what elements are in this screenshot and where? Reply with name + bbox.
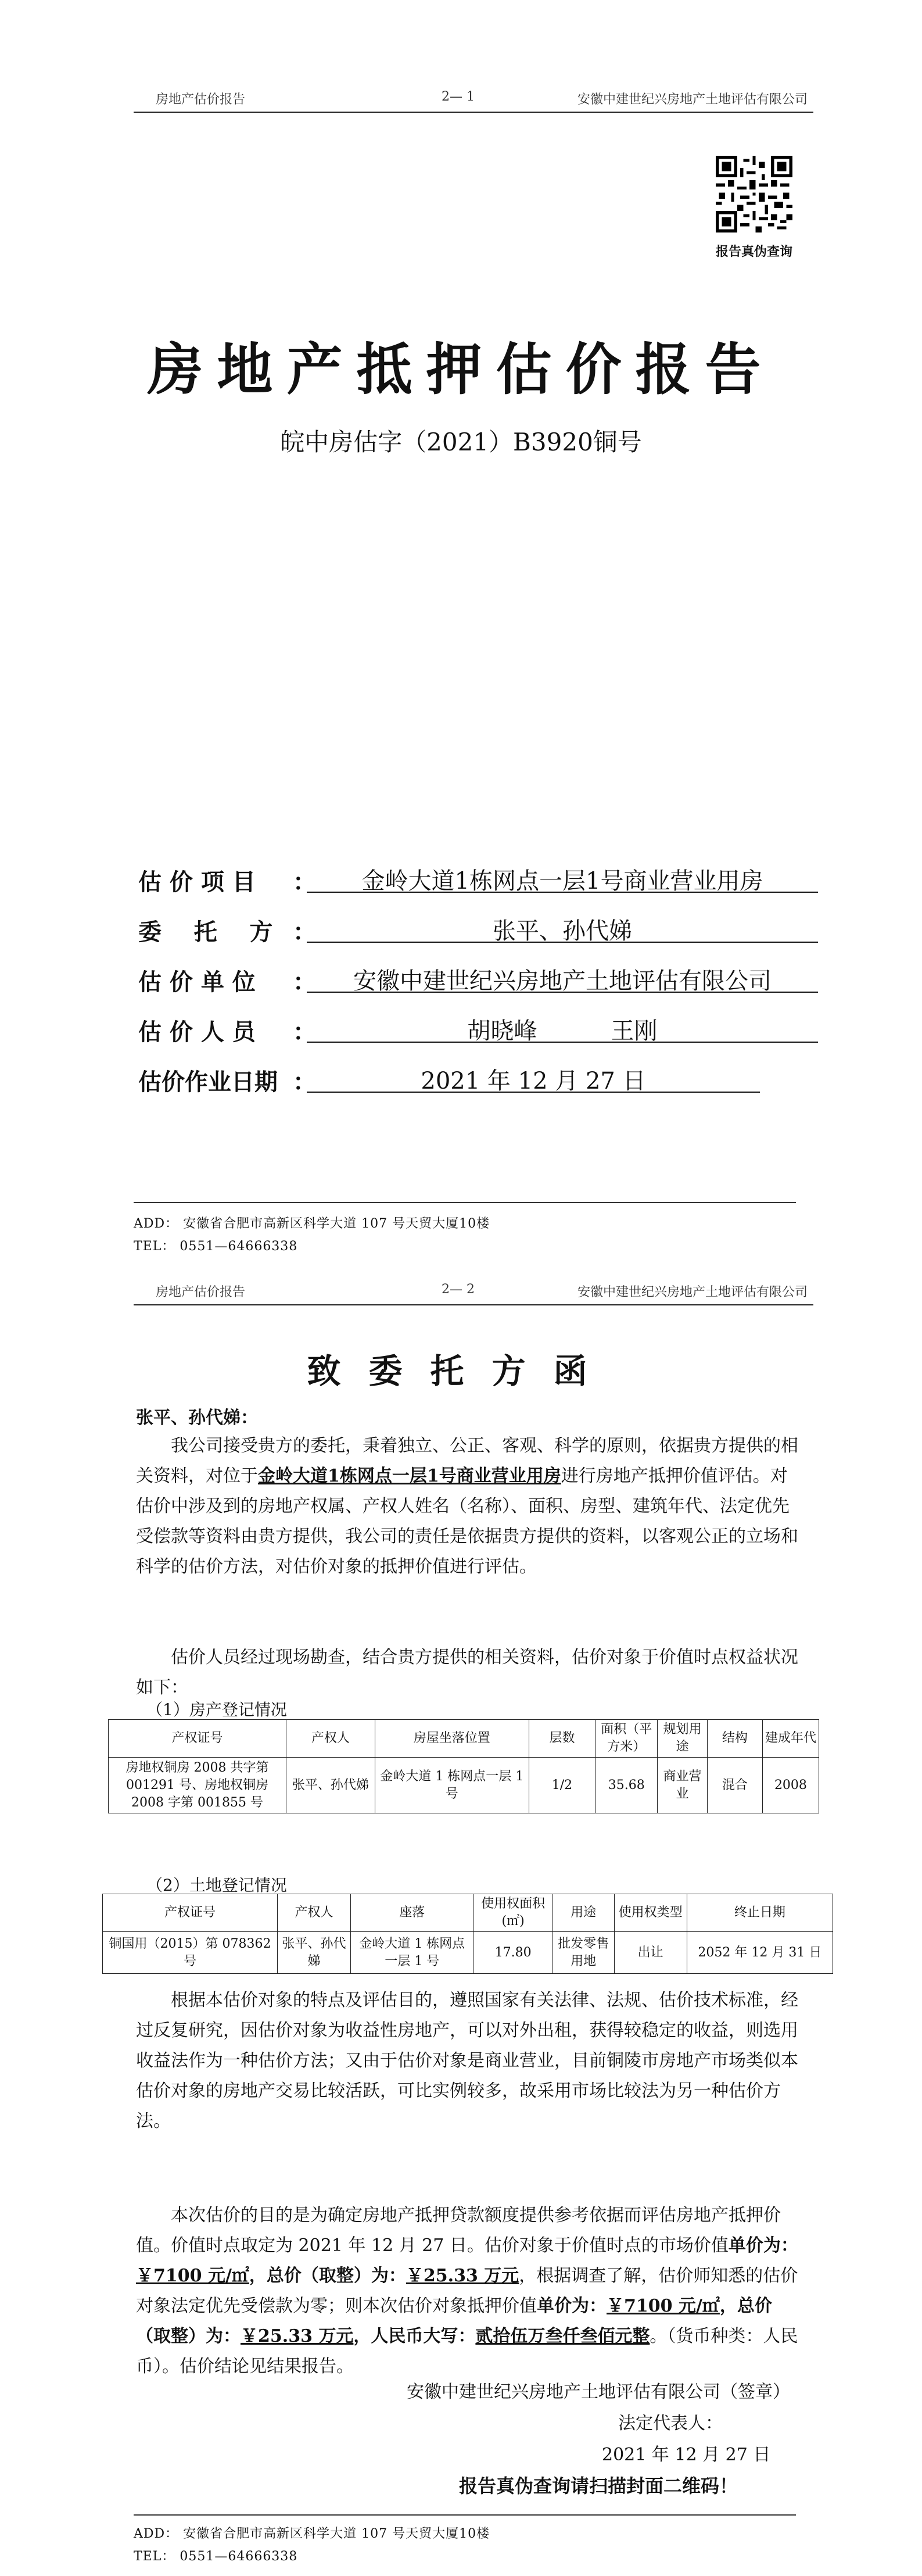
letter-addressee: 张平、孙代娣： (136, 1408, 258, 1428)
header-page-number: 2— 2 (442, 1282, 475, 1297)
verification-note: 报告真伪查询请扫描封面二维码！ (459, 2475, 738, 2497)
footer-tel: TEL： 0551—64666338 (134, 1239, 298, 1254)
info-value: 胡晓峰 王刚 (307, 1012, 818, 1043)
table-header-row: 产权证号 产权人 座落 使用权面积(㎡) 用途 使用权类型 终止日期 (103, 1894, 833, 1932)
paragraph-4: 本次估价的目的是为确定房地产抵押贷款额度提供参考依据而评估房地产抵押价值。价值时点取定为 2021 年 12 月 27 日。估价对象于价值时点的市场价值单价为：￥7100 元/㎡，总价（取整）为：￥25.33 万元，根据调查了解，估价师知悉的估价对象法定优先受偿款为零；则本次估价对象抵押价值单价为：￥7100 元/㎡，总价（取整）为：￥25.33 万元，人民币大写：贰拾伍万叁仟叁佰元整。（货币种类：人民币）。估价结论见结果报告。 (136, 2205, 798, 2377)
letter-page (0, 1279, 922, 2576)
report-number: 皖中房估字（2021）B3920铜号 (280, 428, 642, 456)
property-address: 金岭大道1栋网点一层1号商业营业用房 (258, 1466, 561, 1486)
info-row-appraisers: 估 价 人 员 ： 胡晓峰 王刚 (138, 1010, 835, 1060)
info-label: 估价作业日期 (138, 1068, 278, 1096)
info-row-appraiser-company: 估 价 单 位 ： 安徽中建世纪兴房地产土地评估有限公司 (138, 960, 835, 1010)
paragraph-3: 根据本估价对象的特点及评估目的，遵照国家有关法律、法规、估价技术标准，经过反复研究，因估价对象为收益性房地产，可以对外出租，获得较稳定的收益，则选用收益法作为一种估价方法；又由于估价对象是商业营业，目前铜陵市房地产市场类似本估价对象的房地产交易比较活跃，可比实例较多，故采用市场比较法为另一种估价方法。 (136, 1990, 798, 2131)
info-value: 安徽中建世纪兴房地产土地评估有限公司 (307, 963, 818, 993)
info-row-date: 估价作业日期 ： 2021 年 12 月 27 日 (138, 1060, 835, 1110)
cover-info-block (138, 860, 835, 1110)
mortgage-unit-price: ￥7100 元/㎡ (607, 2296, 720, 2316)
footer-address: ADD： 安徽省合肥市高新区科学大道 107 号天贸大厦10楼 (134, 1217, 490, 1231)
property-registration-table (108, 1719, 819, 1813)
qr-code-icon[interactable] (716, 156, 792, 232)
info-value: 张平、孙代娣 (307, 913, 818, 943)
letter-title: 致委托方函 (307, 1351, 615, 1391)
header-company: 安徽中建世纪兴房地产土地评估有限公司 (577, 92, 808, 107)
page-header (134, 1279, 813, 1305)
footer-tel: TEL： 0551—64666338 (134, 2549, 298, 2564)
footer-rule (134, 2514, 796, 2516)
market-unit-price: ￥7100 元/㎡ (136, 2266, 249, 2286)
page-footer (134, 2514, 796, 2564)
header-left: 房地产估价报告 (156, 92, 246, 107)
header-left: 房地产估价报告 (156, 1285, 246, 1300)
footer-address: ADD： 安徽省合肥市高新区科学大道 107 号天贸大厦10楼 (134, 2527, 490, 2541)
info-row-project: 估 价 项 目 ： 金岭大道1栋网点一层1号商业营业用房 (138, 860, 835, 910)
header-page-number: 2— 1 (442, 90, 475, 104)
info-value: 金岭大道1栋网点一层1号商业营业用房 (307, 863, 818, 893)
footer-rule (134, 1202, 796, 1203)
report-title: 房地产抵押估价报告 (147, 337, 775, 402)
info-label: 估 价 单 位 (138, 968, 256, 996)
table-row: 房地权铜房 2008 共字第 001291 号、房地权铜房 2008 字第 001855 号 张平、孙代娣 金岭大道 1 栋网点一层 1 号 1/2 35.68 商业营业 混合 2008 (109, 1758, 819, 1813)
cover-page (0, 0, 922, 1279)
info-value: 2021 年 12 月 27 日 (307, 1062, 760, 1093)
amount-in-words: 贰拾伍万叁仟叁佰元整 (475, 2326, 650, 2346)
table-header-row: 产权证号 产权人 房屋坐落位置 层数 面积（平方米） 规划用途 结构 建成年代 (109, 1720, 819, 1758)
land-registration-table (102, 1894, 833, 1974)
mortgage-total-price: ￥25.33 万元 (241, 2326, 354, 2346)
table2-caption: （2）土地登记情况 (146, 1876, 287, 1895)
info-label: 估 价 人 员 (138, 1018, 256, 1046)
paragraph-2: 估价人员经过现场勘查，结合贵方提供的相关资料，估价对象于价值时点权益状况如下： (136, 1647, 798, 1698)
info-label: 委 托 方 (138, 918, 273, 946)
info-row-client: 委 托 方 ： 张平、孙代娣 (138, 910, 835, 960)
market-total-price: ￥25.33 万元 (406, 2266, 519, 2286)
header-company: 安徽中建世纪兴房地产土地评估有限公司 (577, 1285, 808, 1300)
page-header (134, 86, 813, 113)
info-label: 估 价 项 目 (138, 868, 256, 896)
company-signature: 安徽中建世纪兴房地产土地评估有限公司（签章） (407, 2382, 790, 2402)
table1-caption: （1）房产登记情况 (146, 1700, 287, 1719)
qr-caption: 报告真伪查询 (716, 244, 793, 259)
legal-representative: 法定代表人： (618, 2413, 723, 2434)
paragraph-1: 我公司接受贵方的委托，秉着独立、公正、客观、科学的原则，依据贵方提供的相关资料，对位于金岭大道1栋网点一层1号商业营业用房进行房地产抵押价值评估。对估价中涉及到的房地产权属、产权人姓名（名称）、面积、房型、建筑年代、法定优先受偿款等资料由贵方提供，我公司的责任是依据贵方提供的资料，以客观公正的立场和科学的估价方法，对估价对象的抵押价值进行评估。 (136, 1436, 798, 1577)
table-row: 铜国用（2015）第 078362 号 张平、孙代娣 金岭大道 1 栋网点一层 1 号 17.80 批发零售用地 出让 2052 年 12 月 31 日 (103, 1932, 833, 1974)
letter-date: 2021 年 12 月 27 日 (602, 2445, 771, 2465)
qr-block (716, 156, 792, 260)
page-footer (134, 1202, 796, 1254)
